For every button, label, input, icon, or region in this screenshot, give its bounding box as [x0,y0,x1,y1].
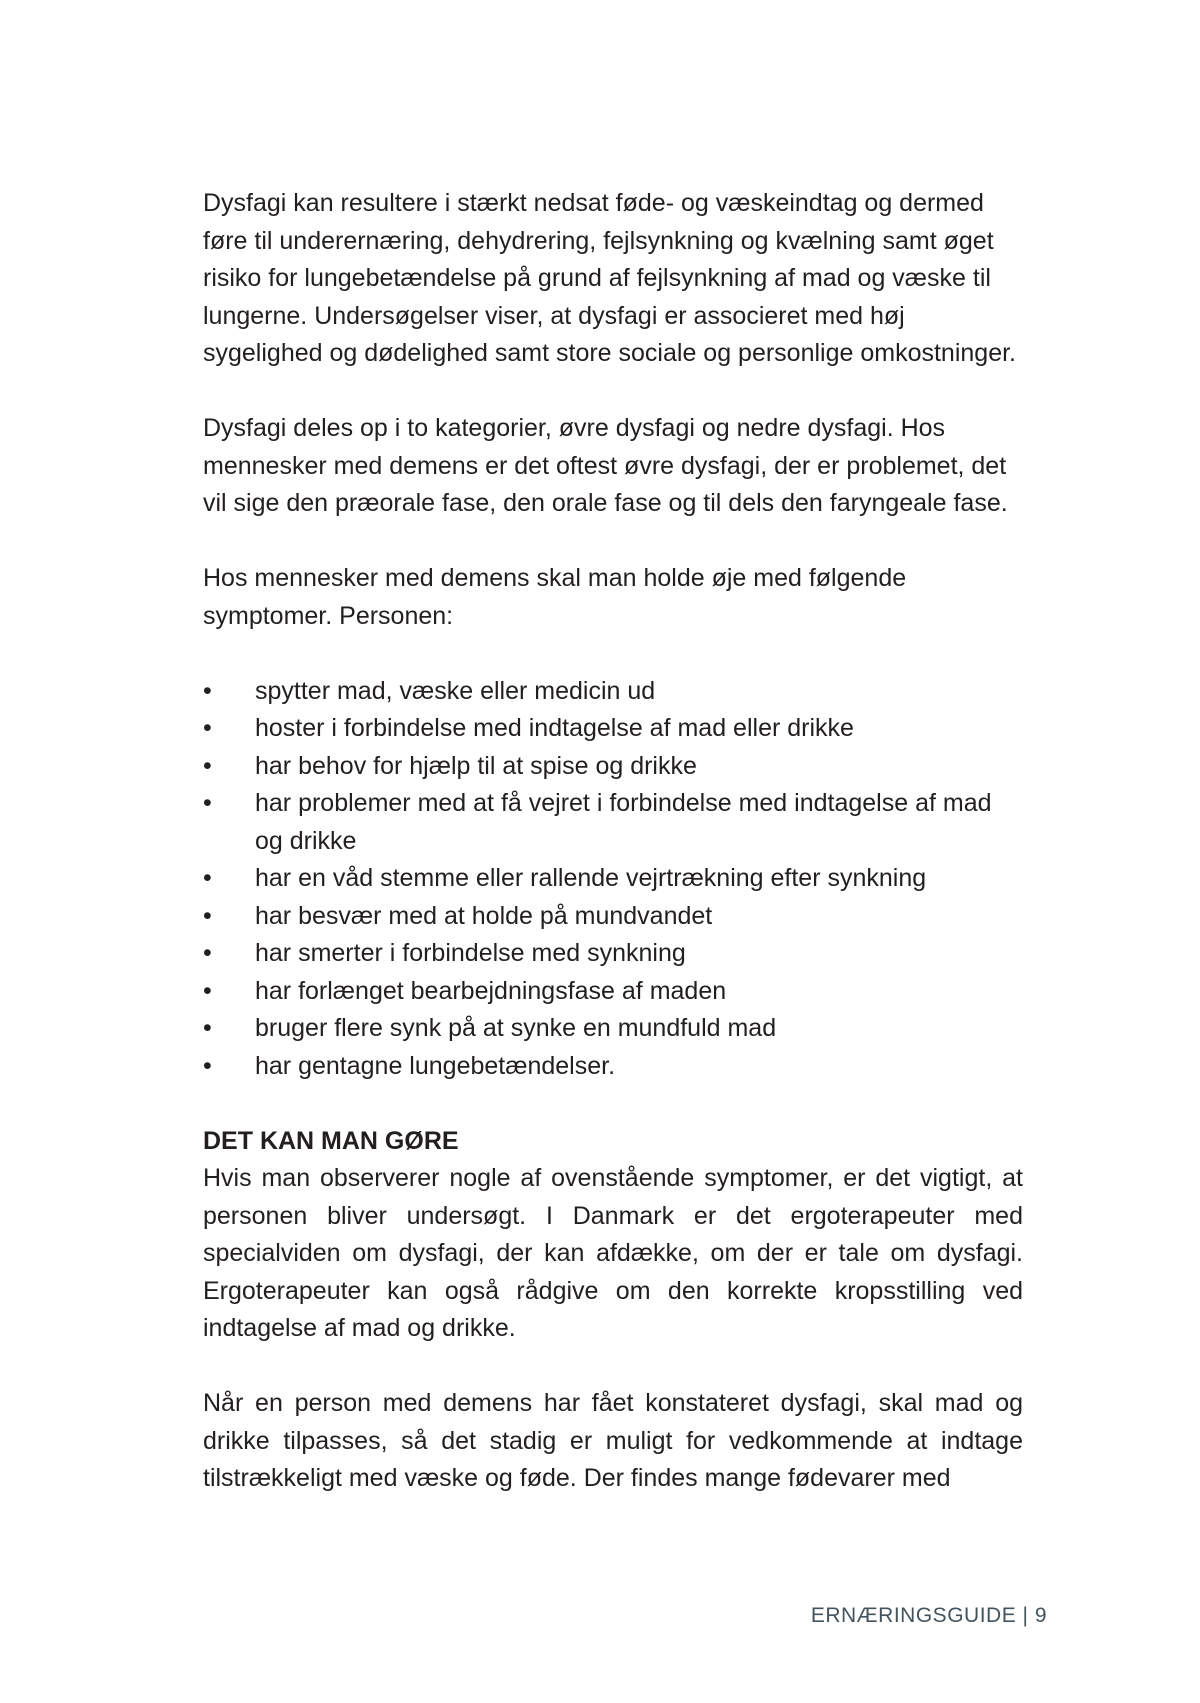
section-heading: DET KAN MAN GØRE [203,1126,459,1155]
bullet-icon: • [203,864,212,892]
list-item [203,710,1023,748]
bullet-icon: • [203,901,212,930]
symptom-text: har gentagne lungebetændelser. [255,1051,616,1080]
list-item [203,748,1023,786]
paragraph-assessment: Hvis man observerer nogle af ovenstående symptomer, er det vigtigt, at personen bliver undersøgt. I Danmark er det ergoterapeuter med specialviden om dysfagi, der kan afdække, om der er tale om dysfagi. Ergoterapeuter kan også rådgive om den korrekte kropsstilling ved indtagelse af mad og drikke. [203,1164,1023,1342]
bullet-icon: • [203,751,212,780]
list-item [203,673,1023,711]
list-item [203,898,1023,936]
bullet-icon: • [203,789,212,817]
symptom-text: har en våd stemme eller rallende vejrtrækning efter synkning [255,864,927,892]
page-footer: ERNÆRINGSGUIDE | 9 [810,1604,1047,1627]
symptom-list [203,673,1023,1086]
list-item [203,973,1023,1011]
list-item [203,935,1023,973]
paragraph-symptoms-intro: Hos mennesker med demens skal man holde øje med følgende symptomer. Personen: [203,564,907,630]
bullet-icon: • [203,1014,212,1042]
symptom-text: bruger flere synk på at synke en mundfuld mad [255,1014,777,1042]
paragraph-dysfagi-categories: Dysfagi deles op i to kategorier, øvre dysfagi og nedre dysfagi. Hos mennesker med demens er det oftest øvre dysfagi, der er problemet, det vil sige den præorale fase, den orale fase og til dels den faryngeale fase. [203,414,1008,517]
list-item [203,1048,1023,1086]
list-item [203,785,1023,860]
list-item [203,860,1023,898]
symptom-text: har besvær med at holde på mundvandet [255,901,713,930]
paragraph-food-adaptation: Når en person med demens har fået konstateret dysfagi, skal mad og drikke tilpasses, så det stadig er muligt for vedkommende at indtage tilstrækkeligt med væske og føde. Der findes mange fødevarer med [203,1389,1023,1492]
symptom-text: har behov for hjælp til at spise og drikke [255,751,697,780]
symptom-text: har smerter i forbindelse med synkning [255,939,686,967]
bullet-icon: • [203,976,212,1005]
symptom-text: hoster i forbindelse med indtagelse af mad eller drikke [255,714,854,742]
bullet-icon: • [203,714,212,742]
bullet-icon: • [203,1051,212,1080]
bullet-icon: • [203,939,212,967]
symptom-text: har forlænget bearbejdningsfase af maden [255,976,727,1005]
bullet-icon: • [203,676,212,705]
symptom-text: spytter mad, væske eller medicin ud [255,676,656,705]
paragraph-dysfagi-consequences: Dysfagi kan resultere i stærkt nedsat føde- og væskeindtag og dermed føre til underernæring, dehydrering, fejlsynkning og kvælning samt øget risiko for lungebetændelse på grund af fejlsynkning af mad og væske til lungerne. Undersøgelser viser, at dysfagi er associeret med høj sygelighed og dødelighed samt store sociale og personlige omkostninger. [203,189,1016,367]
page-body [203,185,1023,1498]
symptom-text: har problemer med at få vejret i forbindelse med indtagelse af mad og drikke [255,789,992,855]
list-item [203,1010,1023,1048]
